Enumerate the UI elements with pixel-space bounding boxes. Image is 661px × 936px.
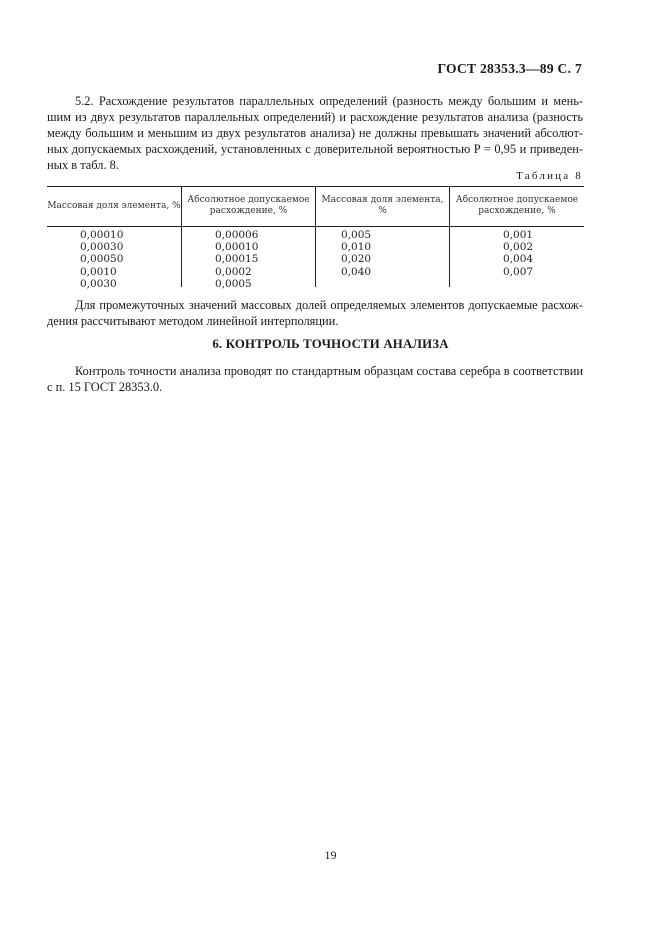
paragraph-line: 5.2. Расхождение результатов параллельных определений (разность между большим и мень-	[75, 94, 583, 108]
table-cell: 0,005	[341, 229, 372, 241]
table-cell: 0,00030	[80, 241, 124, 254]
table-column-mass-fraction-1	[80, 229, 123, 290]
paragraph-line: между большим и меньшим из двух результатов анализа) не должны превышать значений абсолют-	[47, 126, 583, 140]
table-cell: 0,0030	[80, 277, 117, 290]
paragraph-accuracy-control	[47, 363, 583, 395]
table-header-cell: Абсолютное допускаемое расхождение, %	[455, 195, 579, 216]
table-cell: 0,0010	[80, 265, 117, 278]
paragraph-interpolation	[47, 297, 583, 329]
table-cell: 0,00015	[215, 253, 259, 266]
table-cell: 0,0005	[215, 277, 252, 290]
table-cell: 0,002	[503, 241, 534, 254]
paragraph-5-2	[47, 93, 583, 173]
table-header-cell: Абсолютное допускаемое расхождение, %	[187, 195, 310, 216]
table-column-discrepancy-1	[215, 229, 258, 290]
page-header: ГОСТ 28353.3—89 С. 7	[437, 61, 582, 76]
table-column-discrepancy-2	[503, 229, 533, 278]
paragraph-line: ных в табл. 8.	[47, 158, 119, 172]
table-column-mass-fraction-2	[341, 229, 371, 278]
section-heading: 6. КОНТРОЛЬ ТОЧНОСТИ АНАЛИЗА	[212, 337, 449, 351]
paragraph-line: дения рассчитывают методом линейной интерполяции.	[47, 314, 339, 328]
table-cell: 0,020	[341, 253, 372, 266]
table-cell: 0,040	[341, 265, 372, 278]
table-cell: 0,007	[503, 265, 534, 278]
table-cell: 0,00006	[215, 229, 259, 241]
table-cell: 0,00010	[215, 241, 259, 254]
table-header-cell: Массовая доля элемента, %	[47, 200, 181, 211]
table-cell: 0,004	[503, 253, 534, 266]
table-cell: 0,010	[341, 241, 372, 254]
table-cell: 0,00050	[80, 253, 124, 266]
table-header-cell: Массовая доля элемента, %	[321, 195, 444, 216]
paragraph-line: Контроль точности анализа проводят по стандартным образцам состава серебра в соответствии	[75, 364, 583, 378]
table-cell: 0,0002	[215, 265, 252, 278]
table-cell: 0,00010	[80, 229, 124, 241]
paragraph-line: Для промежуточных значений массовых долей определяемых элементов допускаемые расхож-	[75, 298, 583, 312]
paragraph-line: с п. 15 ГОСТ 28353.0.	[47, 380, 163, 394]
table-cell: 0,001	[503, 229, 534, 241]
table-caption: Таблица 8	[516, 170, 583, 182]
page-number: 19	[324, 848, 337, 862]
paragraph-line: шим из двух результатов параллельных определений) и расхождение результатов анализа (разность	[47, 110, 583, 124]
paragraph-line: ных допускаемых расхождений, установленных с доверительной вероятностью P = 0,95 и приведен-	[47, 142, 583, 156]
